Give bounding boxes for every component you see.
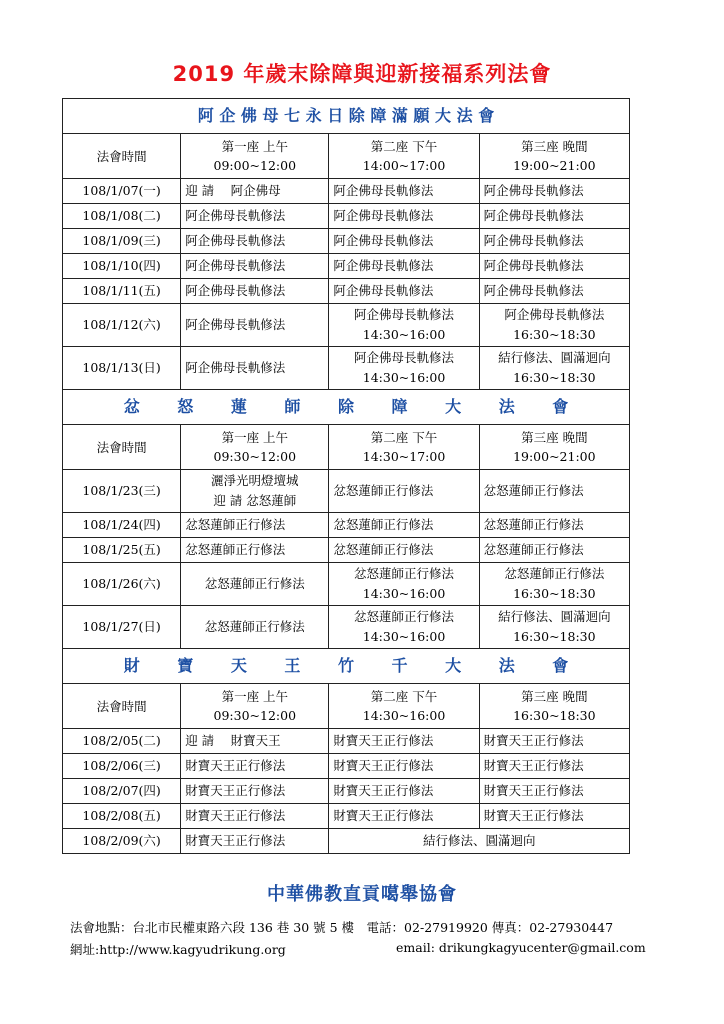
session-1-cell: 忿怒蓮師正行修法 (181, 513, 329, 538)
session-1-cell: 阿企佛母長軌修法 (181, 347, 329, 390)
session-3-cell: 阿企佛母長軌修法 (479, 279, 629, 304)
table-row (63, 754, 630, 779)
time-label: 法會時間 (63, 684, 181, 729)
session-1-cell: 阿企佛母長軌修法 (181, 204, 329, 229)
session-2-cell: 財寶天王正行修法 (329, 804, 479, 829)
session-3-cell: 忿怒蓮師正行修法 (479, 538, 629, 563)
date-cell: 108/1/08(二) (63, 204, 181, 229)
date-cell: 108/1/23(三) (63, 470, 181, 513)
section-title: 忿 怒 蓮 師 除 障 大 法 會 (63, 390, 630, 425)
session-2-cell: 忿怒蓮師正行修法 (329, 470, 479, 513)
session-1-header: 第一座 上午 09:30~12:00 (181, 425, 329, 470)
session-1-cell: 迎 請 財寶天王 (181, 729, 329, 754)
table-row (63, 513, 630, 538)
session-3-cell: 財寶天王正行修法 (479, 804, 629, 829)
date-cell: 108/1/24(四) (63, 513, 181, 538)
session-1-cell: 阿企佛母長軌修法 (181, 279, 329, 304)
page-title: 2019 年歲末除障與迎新接福系列法會 (172, 62, 552, 86)
time-label: 法會時間 (63, 134, 181, 179)
session-2-cell: 阿企佛母長軌修法 (329, 229, 479, 254)
session-1-cell: 財寶天王正行修法 (181, 829, 329, 854)
section-title-row (63, 390, 630, 425)
session-1-cell: 忿怒蓮師正行修法 (181, 563, 329, 606)
date-cell: 108/1/26(六) (63, 563, 181, 606)
session-1-cell: 財寶天王正行修法 (181, 804, 329, 829)
section-title: 財 寶 天 王 竹 千 大 法 會 (63, 649, 630, 684)
session-3-cell: 阿企佛母長軌修法 (479, 229, 629, 254)
table-row (63, 538, 630, 563)
table-row (63, 254, 630, 279)
session-1-header: 第一座 上午 09:30~12:00 (181, 684, 329, 729)
table-row (63, 563, 630, 606)
date-cell: 108/1/10(四) (63, 254, 181, 279)
date-cell: 108/1/13(日) (63, 347, 181, 390)
session-1-cell: 迎 請 阿企佛母 (181, 179, 329, 204)
session-1-cell: 阿企佛母長軌修法 (181, 304, 329, 347)
session-1-header: 第一座 上午 09:00~12:00 (181, 134, 329, 179)
date-cell: 108/2/05(二) (63, 729, 181, 754)
session-2-cell: 忿怒蓮師正行修法 (329, 513, 479, 538)
session-2-cell: 忿怒蓮師正行修法 14:30~16:00 (329, 606, 479, 649)
section-title: 阿 企 佛 母 七 永 日 除 障 滿 願 大 法 會 (63, 99, 630, 134)
date-cell: 108/1/07(一) (63, 179, 181, 204)
session-3-cell: 阿企佛母長軌修法 (479, 254, 629, 279)
table-row (63, 804, 630, 829)
header-row (63, 684, 630, 729)
table-row (63, 204, 630, 229)
session-2-cell: 財寶天王正行修法 (329, 754, 479, 779)
session-3-cell: 阿企佛母長軌修法 (479, 204, 629, 229)
session-3-cell: 忿怒蓮師正行修法 16:30~18:30 (479, 563, 629, 606)
session-1-cell: 忿怒蓮師正行修法 (181, 538, 329, 563)
session-2-cell: 阿企佛母長軌修法 (329, 279, 479, 304)
date-cell: 108/2/09(六) (63, 829, 181, 854)
header-row (63, 425, 630, 470)
session-3-cell: 結行修法、圓滿迴向 16:30~18:30 (479, 606, 629, 649)
date-cell: 108/2/07(四) (63, 779, 181, 804)
table-row (63, 179, 630, 204)
time-label: 法會時間 (63, 425, 181, 470)
session-3-cell: 財寶天王正行修法 (479, 779, 629, 804)
session-2-cell: 阿企佛母長軌修法 (329, 179, 479, 204)
session-2-3-cell: 結行修法、圓滿迴向 (329, 829, 630, 854)
section-title-row (63, 99, 630, 134)
session-2-cell: 財寶天王正行修法 (329, 779, 479, 804)
session-1-cell: 財寶天王正行修法 (181, 754, 329, 779)
session-1-cell: 阿企佛母長軌修法 (181, 229, 329, 254)
session-3-cell: 忿怒蓮師正行修法 (479, 470, 629, 513)
date-cell: 108/1/27(日) (63, 606, 181, 649)
session-2-cell: 阿企佛母長軌修法 14:30~16:00 (329, 347, 479, 390)
organization-name: 中華佛教直貢噶舉協會 (267, 884, 457, 905)
table-row (63, 304, 630, 347)
address-line: 法會地點：台北市民權東路六段 136 巷 30 號 5 樓 電話：02-27919920 傳真：02-27930447 (70, 920, 614, 935)
date-cell: 108/1/09(三) (63, 229, 181, 254)
table-row (63, 347, 630, 390)
header-row (63, 134, 630, 179)
schedule-table (62, 98, 630, 854)
session-3-cell: 阿企佛母長軌修法 16:30~18:30 (479, 304, 629, 347)
session-3-cell: 忿怒蓮師正行修法 (479, 513, 629, 538)
website-text: 網址:http://www.kagyudrikung.org (70, 942, 286, 957)
table-row (63, 470, 630, 513)
table-row (63, 229, 630, 254)
session-3-header: 第三座 晚間 16:30~18:30 (479, 684, 629, 729)
session-2-cell: 阿企佛母長軌修法 (329, 204, 479, 229)
session-2-cell: 忿怒蓮師正行修法 (329, 538, 479, 563)
date-cell: 108/1/12(六) (63, 304, 181, 347)
session-1-cell: 財寶天王正行修法 (181, 779, 329, 804)
session-3-cell: 財寶天王正行修法 (479, 729, 629, 754)
session-2-cell: 財寶天王正行修法 (329, 729, 479, 754)
table-row (63, 779, 630, 804)
table-row (63, 606, 630, 649)
table-row (63, 279, 630, 304)
session-3-cell: 阿企佛母長軌修法 (479, 179, 629, 204)
session-1-cell: 忿怒蓮師正行修法 (181, 606, 329, 649)
session-3-cell: 結行修法、圓滿迴向 16:30~18:30 (479, 347, 629, 390)
contact-line (70, 940, 646, 958)
session-2-header: 第二座 下午 14:30~16:00 (329, 684, 479, 729)
session-2-cell: 阿企佛母長軌修法 (329, 254, 479, 279)
session-2-header: 第二座 下午 14:00~17:00 (329, 134, 479, 179)
date-cell: 108/2/08(五) (63, 804, 181, 829)
session-2-cell: 阿企佛母長軌修法 14:30~16:00 (329, 304, 479, 347)
date-cell: 108/1/25(五) (63, 538, 181, 563)
date-cell: 108/1/11(五) (63, 279, 181, 304)
session-3-header: 第三座 晚間 19:00~21:00 (479, 425, 629, 470)
session-1-cell: 灑淨光明燈壇城 迎 請 忿怒蓮師 (181, 470, 329, 513)
session-3-header: 第三座 晚間 19:00~21:00 (479, 134, 629, 179)
session-2-cell: 忿怒蓮師正行修法 14:30~16:00 (329, 563, 479, 606)
session-3-cell: 財寶天王正行修法 (479, 754, 629, 779)
table-row (63, 729, 630, 754)
session-1-cell: 阿企佛母長軌修法 (181, 254, 329, 279)
table-row (63, 829, 630, 854)
section-title-row (63, 649, 630, 684)
session-2-header: 第二座 下午 14:30~17:00 (329, 425, 479, 470)
email-text: email: drikungkagyucenter@gmail.com (396, 940, 646, 955)
date-cell: 108/2/06(三) (63, 754, 181, 779)
